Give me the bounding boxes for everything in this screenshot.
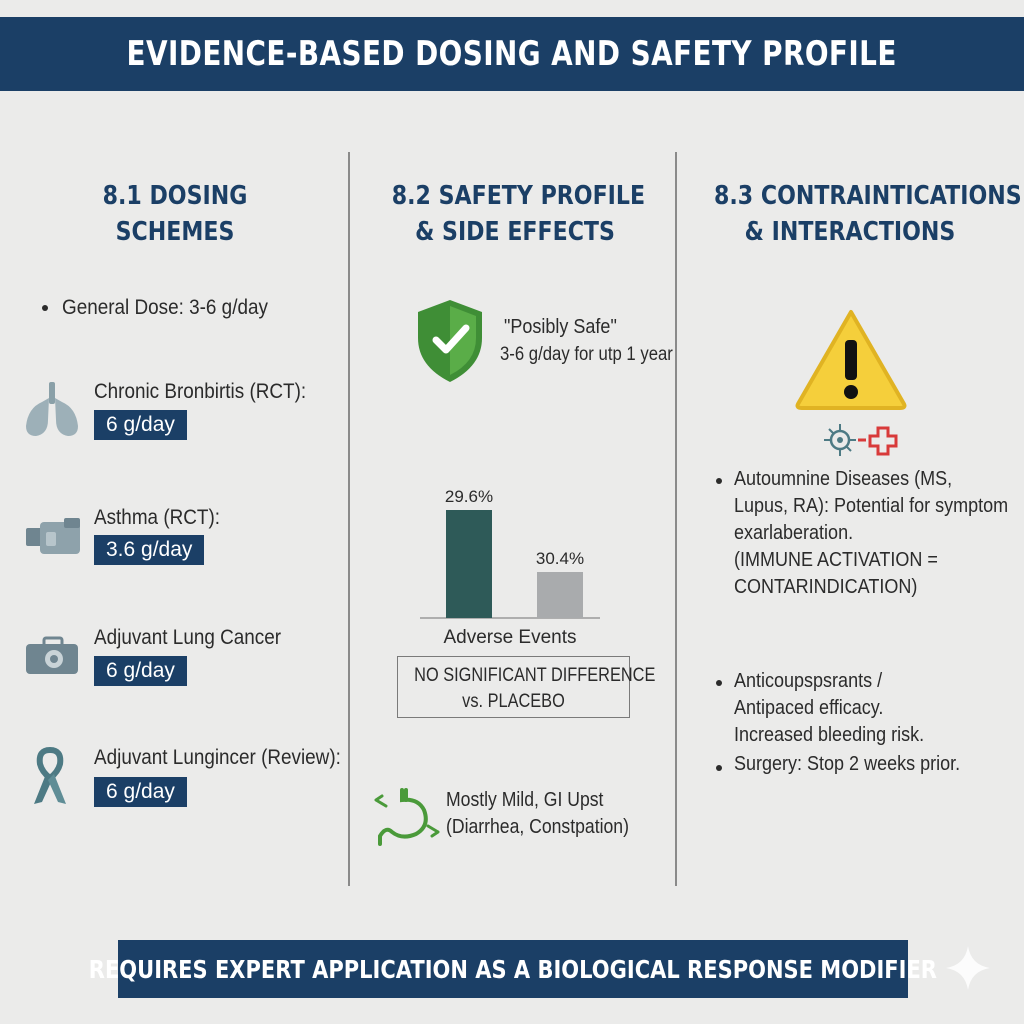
immune-interaction-icon: [822, 422, 906, 458]
safety-heading-line1: 8.2 SAFETY PROFILE: [391, 181, 646, 211]
dosing-heading-line2: SCHEMES: [115, 217, 235, 247]
page-title: EVIDENCE-BASED DOSING AND SAFETY PROFILE: [126, 34, 898, 74]
safety-rating-detail: 3-6 g/day for utp 1 year: [500, 344, 673, 365]
sparkle-icon: [944, 944, 992, 992]
contra-item-line: Anticoupspsrants /: [734, 670, 883, 692]
contra-heading: [690, 178, 1022, 250]
shield-check-icon: [414, 298, 486, 384]
chart-x-label: Adverse Events: [443, 627, 577, 648]
bullet-dot: [716, 765, 722, 771]
dose-badge: 6 g/day: [94, 410, 187, 440]
placebo-note-line1: NO SIGNIFICANT DIFFERENCE: [414, 665, 656, 686]
chart-bar: [446, 510, 492, 618]
safety-heading-line2: & SIDE EFFECTS: [415, 217, 615, 247]
contra-item-line: Increased bleeding risk.: [734, 724, 925, 746]
contra-item-surgery: Surgery: Stop 2 weeks prior.: [734, 753, 961, 775]
chart-data-label: 29.6%: [444, 487, 494, 506]
dosing-item-label: Chronic Bronbirtis (RCT):: [94, 380, 307, 403]
warning-triangle-icon: [792, 306, 910, 412]
awareness-ribbon-icon: [30, 746, 70, 808]
dosing-item-label: Adjuvant Lung Cancer: [94, 626, 282, 649]
inhaler-icon: [24, 516, 84, 558]
placebo-note: [414, 663, 656, 715]
lungs-icon: [22, 380, 82, 438]
dose-badge: 6 g/day: [94, 777, 187, 807]
header-banner: [0, 17, 1024, 91]
medical-case-icon: [24, 636, 80, 676]
dosing-heading-line1: 8.1 DOSING: [102, 181, 248, 211]
contra-item-line: Autoumnine Diseases (MS,: [734, 468, 953, 490]
placebo-note-line2: vs. PLACEBO: [462, 691, 565, 712]
contra-item-anticoagulants: [734, 668, 924, 749]
contra-item-line: Lupus, RA): Potential for symptom: [734, 495, 1009, 517]
bullet-dot: [42, 305, 48, 311]
contra-item-autoimmune: [734, 466, 1008, 601]
footer-banner: [88, 940, 938, 998]
contra-item-line: exarlaberation.: [734, 522, 854, 544]
contra-item-line: Antipaced efficacy.: [734, 697, 884, 719]
dose-badge: 3.6 g/day: [94, 535, 204, 565]
dosing-item-label: Asthma (RCT):: [94, 506, 221, 529]
general-dose: General Dose: 3-6 g/day: [62, 296, 268, 319]
bullet-dot: [716, 680, 722, 686]
side-effects-line2: (Diarrhea, Constpation): [446, 816, 629, 838]
safety-heading: [370, 178, 660, 250]
placebo-note-box: [397, 656, 656, 718]
contra-heading-line2: & INTERACTIONS: [744, 217, 956, 247]
contra-heading-line1: 8.3 CONTRAINTICATIONS: [714, 181, 1022, 211]
bullet-dot: [716, 478, 722, 484]
dosing-item-label: Adjuvant Lungincer (Review):: [94, 746, 341, 769]
adverse-events-chart: [400, 480, 620, 650]
contra-item-line: (IMMUNE ACTIVATION =: [734, 549, 938, 571]
footer-text: REQUIRES EXPERT APPLICATION AS A BIOLOGICAL RESPONSE MODIFIER: [88, 954, 938, 984]
column-divider-left: [348, 152, 350, 886]
contra-item-line: CONTARINDICATION): [734, 576, 918, 598]
dosing-heading: [40, 178, 310, 250]
side-effects-line1: Mostly Mild, GI Upst: [446, 789, 604, 811]
dose-badge: 6 g/day: [94, 656, 187, 686]
stomach-icon: [372, 786, 442, 846]
chart-data-label: 30.4%: [535, 549, 585, 568]
chart-bar: [537, 572, 583, 618]
safety-rating: "Posibly Safe": [504, 316, 617, 338]
column-divider-right: [675, 152, 677, 886]
